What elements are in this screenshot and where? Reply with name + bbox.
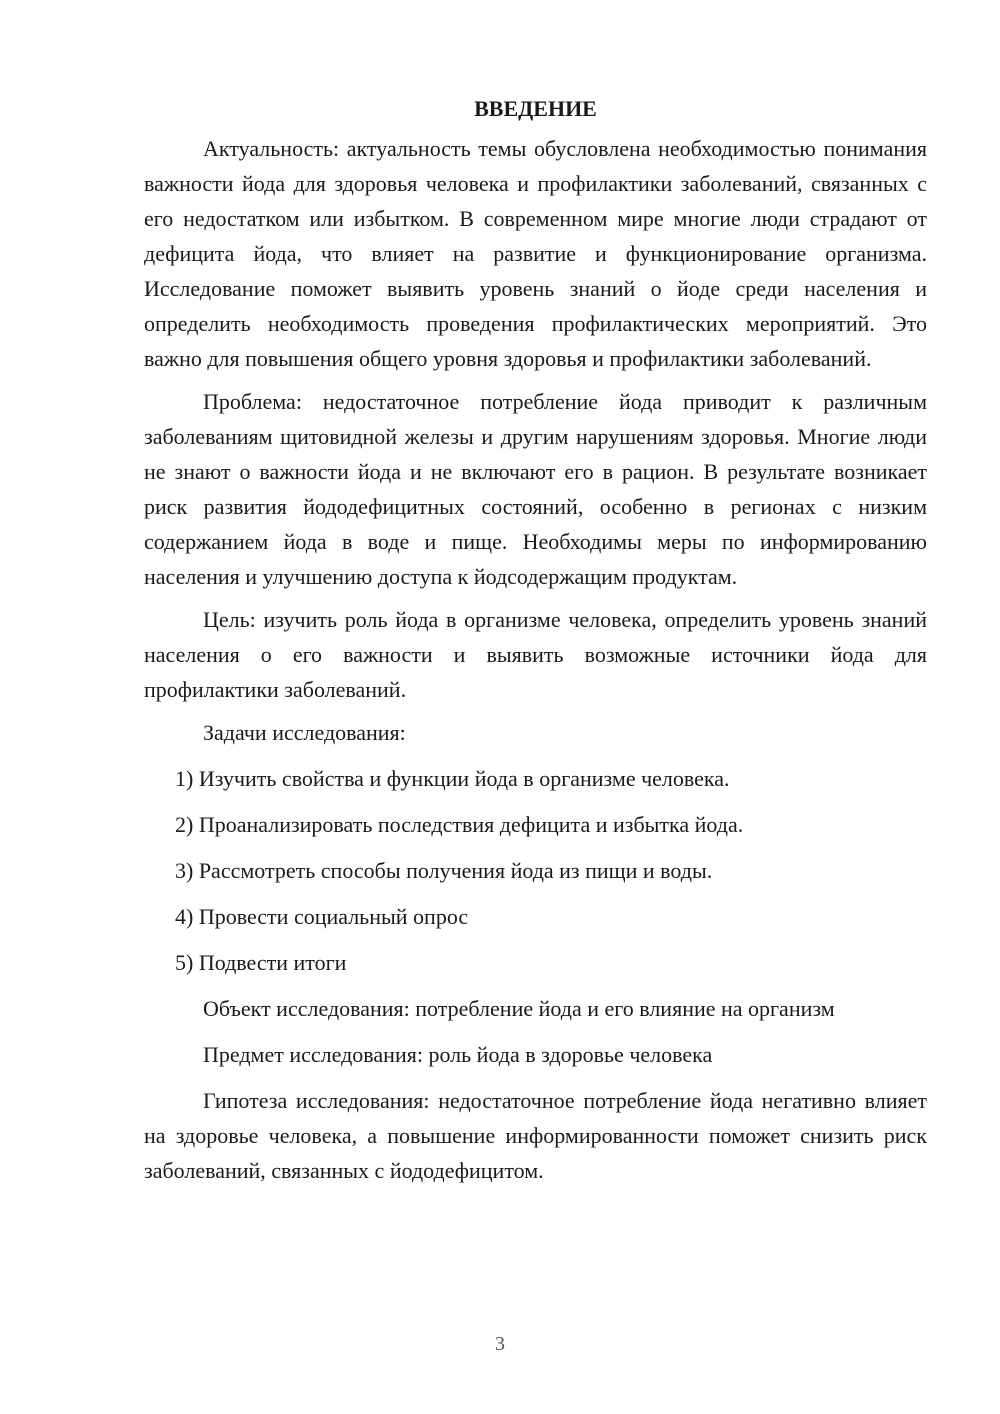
- task-item-5: 5) Подвести итоги: [175, 950, 347, 975]
- problem-paragraph: Проблема: недостаточное потребление йода приводит к различным заболеваниям щитовидной железы и другим нарушениям здоровья. Многие люди не знают о важности йода и не включают его в рацион. В результате возникает риск развития йододефицитных состояний, особенно в регионах с низким содержанием йода в воде и пище. Необходимы меры по информированию населения и улучшению доступа к йодсодержащим продуктам.: [144, 389, 927, 589]
- relevance-paragraph: Актуальность: актуальность темы обусловлена необходимостью понимания важности йода для здоровья человека и профилактики заболеваний, связанных с его недостатком или избытком. В современном мире многие люди страдают от дефицита йода, что влияет на развитие и функционирование организма. Исследование поможет выявить уровень знаний о йоде среди населения и определить необходимость проведения профилактических мероприятий. Это важно для повышения общего уровня здоровья и профилактики заболеваний.: [144, 136, 927, 371]
- goal-paragraph: Цель: изучить роль йода в организме человека, определить уровень знаний населения о его важности и выявить возможные источники йода для профилактики заболеваний.: [144, 607, 927, 702]
- page-number: 3: [495, 1333, 505, 1355]
- document-page: [144, 94, 927, 1196]
- task-item-1: 1) Изучить свойства и функции йода в организме человека.: [175, 766, 730, 791]
- research-object: Объект исследования: потребление йода и его влияние на организм: [203, 996, 835, 1021]
- task-item-2: 2) Проанализировать последствия дефицита и избытка йода.: [175, 812, 744, 837]
- task-item-3: 3) Рассмотреть способы получения йода из пищи и воды.: [175, 858, 713, 883]
- section-title: ВВЕДЕНИЕ: [474, 96, 597, 121]
- tasks-label: Задачи исследования:: [203, 720, 406, 745]
- hypothesis-paragraph: Гипотеза исследования: недостаточное потребление йода негативно влияет на здоровье человека, а повышение информированности поможет снизить риск заболеваний, связанных с йододефицитом.: [144, 1088, 927, 1183]
- task-item-4: 4) Провести социальный опрос: [175, 904, 469, 929]
- research-subject: Предмет исследования: роль йода в здоровье человека: [203, 1042, 713, 1067]
